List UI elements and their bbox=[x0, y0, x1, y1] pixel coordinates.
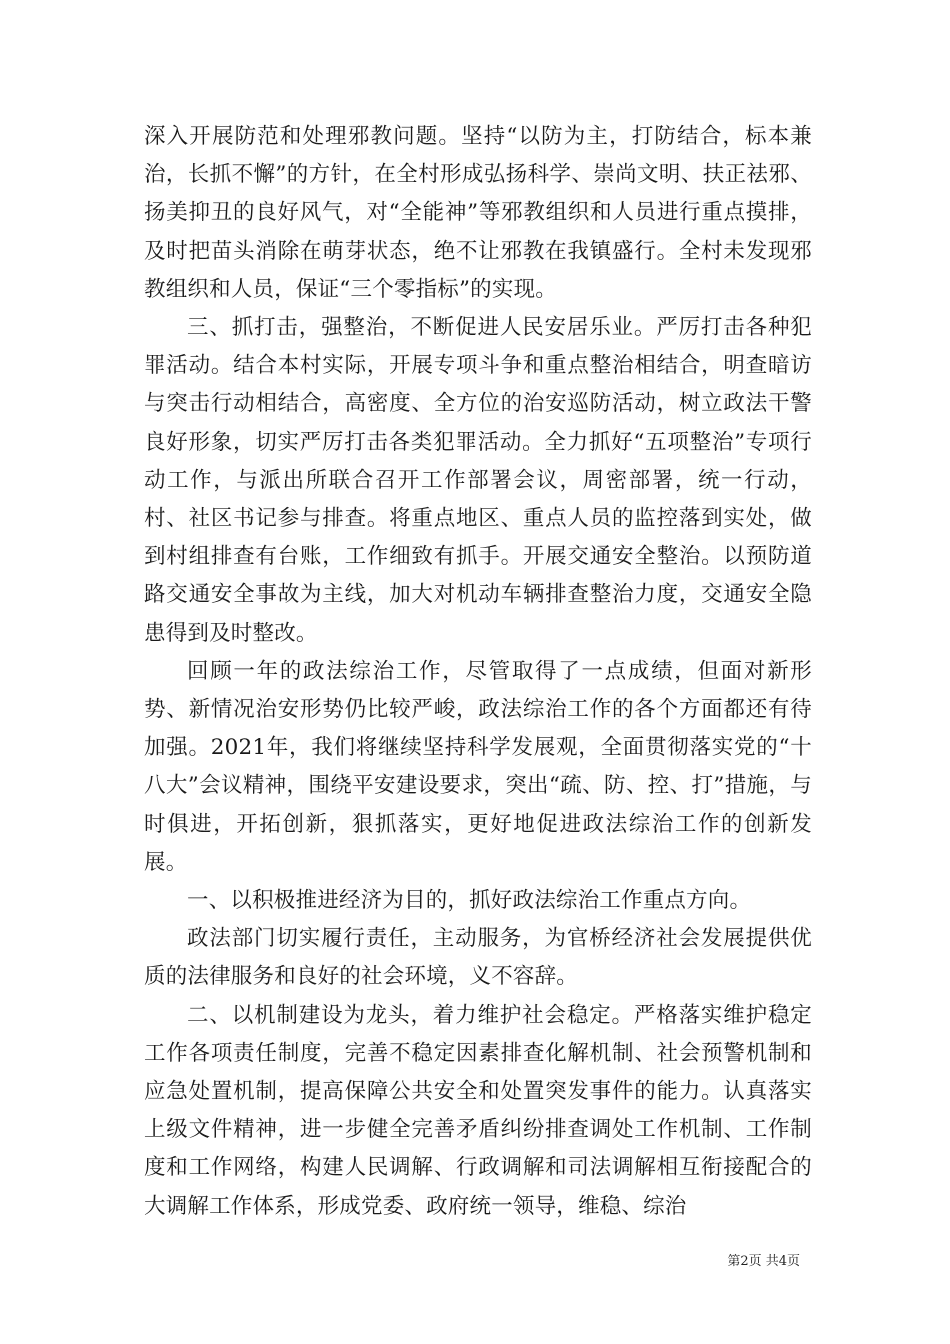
paragraph-6: 二、以机制建设为龙头，着力维护社会稳定。严格落实维护稳定工作各项责任制度，完善不稳定因素排查化解机制、社会预警机制和应急处置机制，提高保障公共安全和处置突发事件的能力。认真落实上级文件精神，进一步健全完善矛盾纠纷排查调处工作机制、工作制度和工作网络，构建人民调解、行政调解和司法调解相互衔接配合的大调解工作体系，形成党委、政府统一领导，维稳、综治 bbox=[144, 1002, 812, 1219]
paragraph-5: 政法部门切实履行责任，主动服务，为官桥经济社会发展提供优质的法律服务和良好的社会环境，义不容辞。 bbox=[144, 926, 812, 990]
document-body bbox=[144, 118, 812, 1226]
paragraph-2: 三、抓打击，强整治，不断促进人民安居乐业。严厉打击各种犯罪活动。结合本村实际，开展专项斗争和重点整治相结合，明查暗访与突击行动相结合，高密度、全方位的治安巡防活动，树立政法干警良好形象，切实严厉打击各类犯罪活动。全力抓好“五项整治”专项行动工作，与派出所联合召开工作部署会议，周密部署，统一行动，村、社区书记参与排查。将重点地区、重点人员的监控落到实处，做到村组排查有台账，工作细致有抓手。开展交通安全整治。以预防道路交通安全事故为主线，加大对机动车辆排查整治力度，交通安全隐患得到及时整改。 bbox=[144, 315, 812, 646]
paragraph-4: 一、以积极推进经济为目的，抓好政法综治工作重点方向。 bbox=[187, 888, 752, 914]
paragraph-1: 深入开展防范和处理邪教问题。坚持“以防为主，打防结合，标本兼治，长抓不懈”的方针，在全村形成弘扬科学、崇尚文明、扶正祛邪、扬美抑丑的良好风气，对“全能神”等邪教组织和人员进行重点摸排，及时把苗头消除在萌芽状态，绝不让邪教在我镇盛行。全村未发现邪教组织和人员，保证“三个零指标”的实现。 bbox=[144, 124, 812, 302]
page-number: 第2页 共4页 bbox=[727, 1254, 800, 1269]
paragraph-3: 回顾一年的政法综治工作，尽管取得了一点成绩，但面对新形势、新情况治安形势仍比较严峻，政法综治工作的各个方面都还有待加强。2021年，我们将继续坚持科学发展观，全面贯彻落实党的“十八大”会议精神，围绕平安建设要求，突出“疏、防、控、打”措施，与时俱进，开拓创新，狠抓落实，更好地促进政法综治工作的创新发展。 bbox=[144, 658, 812, 875]
